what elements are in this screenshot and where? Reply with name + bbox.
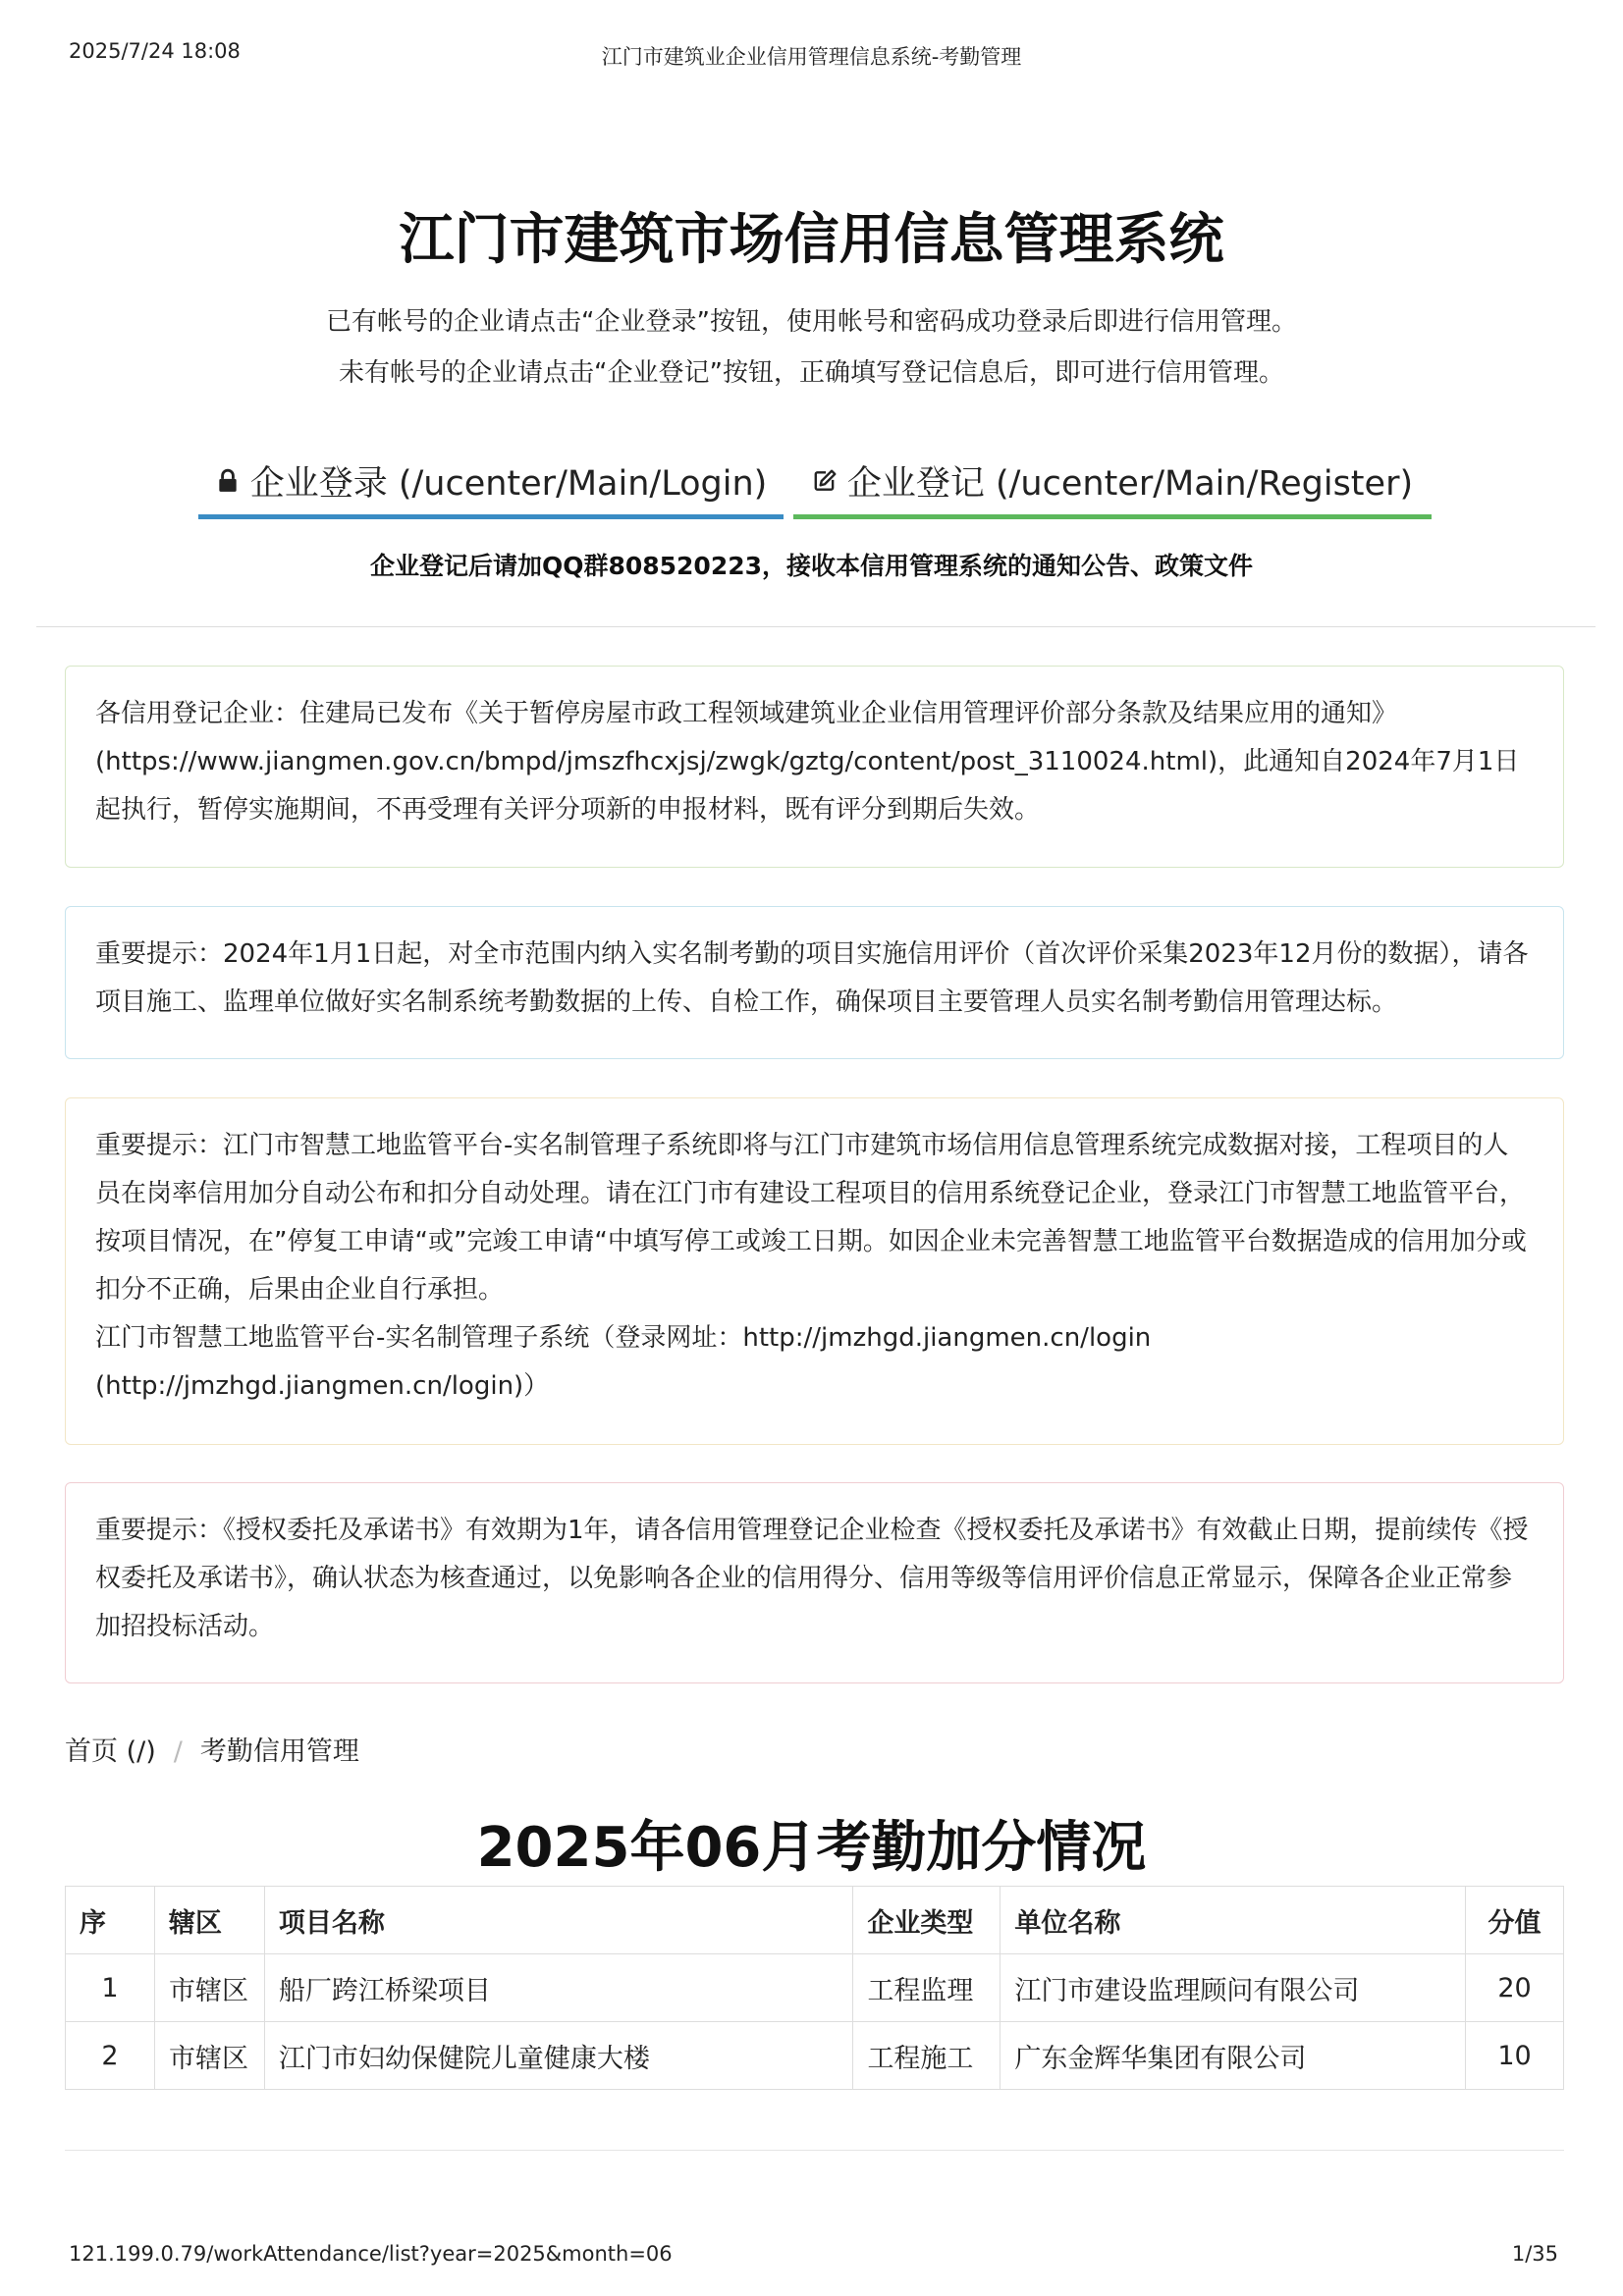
qq-group-note: 企业登记后请加QQ群808520223，接收本信用管理系统的通知公告、政策文件 bbox=[369, 552, 1254, 580]
attendance-table-title: 2025年06月考勤加分情况 bbox=[476, 1816, 1147, 1880]
notice-smart-site-platform bbox=[65, 1097, 1564, 1445]
notice-text: 各信用登记企业：住建局已发布《关于暂停房屋市政工程领域建筑业企业信用管理评价部分条款及结果应用的通知》(https://www.jiangmen.gov.cn/bmpd/jmszfhcxjsj/zwgk/gztg/content/post_3110024.html)，此通知自2024年7月1日起执行，暂停实施期间，不再受理有关评分项新的申报材料，既有评分到期后失效。 bbox=[95, 699, 1520, 825]
print-header bbox=[0, 39, 1623, 69]
cell-project: 江门市妇幼保健院儿童健康大楼 bbox=[264, 2022, 853, 2090]
column-header-score: 分值 bbox=[1465, 1887, 1563, 1954]
notice-credit-suspension bbox=[65, 666, 1564, 868]
intro-line-register: 未有帐号的企业请点击“企业登记”按钮，正确填写登记信息后，即可进行信用管理。 bbox=[339, 358, 1284, 388]
table-row bbox=[66, 1954, 1564, 2022]
column-header-district: 辖区 bbox=[154, 1887, 264, 1954]
breadcrumb-separator: / bbox=[173, 1736, 183, 1767]
breadcrumb-current: 考勤信用管理 bbox=[199, 1736, 359, 1767]
cell-index: 2 bbox=[66, 2022, 155, 2090]
register-button[interactable] bbox=[793, 447, 1432, 519]
notice-text: 重要提示：《授权委托及承诺书》有效期为1年，请各信用管理登记企业检查《授权委托及承诺书》有效截止日期，提前续传《授权委托及承诺书》，确认状态为核查通过，以免影响各企业的信用得分、信用等级等信用评价信息正常显示，保障各企业正常参加招投标活动。 bbox=[95, 1516, 1529, 1641]
cell-company-name: 江门市建设监理顾问有限公司 bbox=[1001, 1954, 1466, 2022]
cell-company-type: 工程监理 bbox=[853, 1954, 1001, 2022]
cell-district: 市辖区 bbox=[154, 1954, 264, 2022]
register-button-label: 企业登记 (/ucenter/Main/Register) bbox=[846, 463, 1414, 504]
print-document-title: 江门市建筑业企业信用管理信息系统-考勤管理 bbox=[601, 45, 1022, 69]
notice-platform-link[interactable]: 江门市智慧工地监管平台-实名制管理子系统（登录网址：http://jmzhgd.jiangmen.cn/login (http://jmzhgd.jiangmen.cn/login)） bbox=[95, 1323, 1152, 1401]
edit-icon bbox=[812, 468, 838, 494]
table-header-row bbox=[66, 1887, 1564, 1954]
column-header-company-name: 单位名称 bbox=[1001, 1887, 1466, 1954]
notice-authorization-letter bbox=[65, 1482, 1564, 1683]
column-header-project: 项目名称 bbox=[264, 1887, 853, 1954]
header-divider bbox=[36, 626, 1596, 627]
breadcrumb-home-link[interactable]: 首页 (/) bbox=[65, 1736, 156, 1767]
notice-text: 重要提示：2024年1月1日起，对全市范围内纳入实名制考勤的项目实施信用评价（首次评价采集2023年12月份的数据），请各项目施工、监理单位做好实名制系统考勤数据的上传、自检工作，确保项目主要管理人员实名制考勤信用管理达标。 bbox=[95, 939, 1529, 1017]
notice-attendance-evaluation bbox=[65, 906, 1564, 1059]
breadcrumb bbox=[65, 1730, 359, 1768]
cell-score: 20 bbox=[1465, 1954, 1563, 2022]
column-header-company-type: 企业类型 bbox=[853, 1887, 1001, 1954]
cell-company-type: 工程施工 bbox=[853, 2022, 1001, 2090]
column-header-index: 序 bbox=[66, 1887, 155, 1954]
print-page-url: 121.199.0.79/workAttendance/list?year=2025&month=06 bbox=[69, 2242, 673, 2266]
notice-text: 重要提示：江门市智慧工地监管平台-实名制管理子系统即将与江门市建筑市场信用信息管理系统完成数据对接，工程项目的人员在岗率信用加分自动公布和扣分自动处理。请在江门市有建设工程项目的信用系统登记企业，登录江门市智慧工地监管平台，按项目情况，在”停复工申请“或”完竣工申请“中填写停工或竣工日期。如因企业未完善智慧工地监管平台数据造成的信用加分或扣分不正确，后果由企业自行承担。 bbox=[95, 1131, 1527, 1305]
table-row bbox=[66, 2022, 1564, 2090]
login-button-label: 企业登录 (/ucenter/Main/Login) bbox=[249, 463, 768, 504]
cell-score: 10 bbox=[1465, 2022, 1563, 2090]
site-title: 江门市建筑市场信用信息管理系统 bbox=[399, 208, 1224, 272]
intro-line-login: 已有帐号的企业请点击“企业登录”按钮，使用帐号和密码成功登录后即进行信用管理。 bbox=[326, 307, 1297, 337]
login-button[interactable] bbox=[198, 447, 784, 519]
cell-index: 1 bbox=[66, 1954, 155, 2022]
print-timestamp: 2025/7/24 18:08 bbox=[69, 39, 241, 63]
cell-company-name: 广东金辉华集团有限公司 bbox=[1001, 2022, 1466, 2090]
content-divider bbox=[65, 2150, 1564, 2151]
lock-icon bbox=[215, 468, 241, 494]
cell-project: 船厂跨江桥梁项目 bbox=[264, 1954, 853, 2022]
cell-district: 市辖区 bbox=[154, 2022, 264, 2090]
print-page-number: 1/35 bbox=[1511, 2242, 1558, 2266]
attendance-bonus-table bbox=[65, 1886, 1564, 2090]
